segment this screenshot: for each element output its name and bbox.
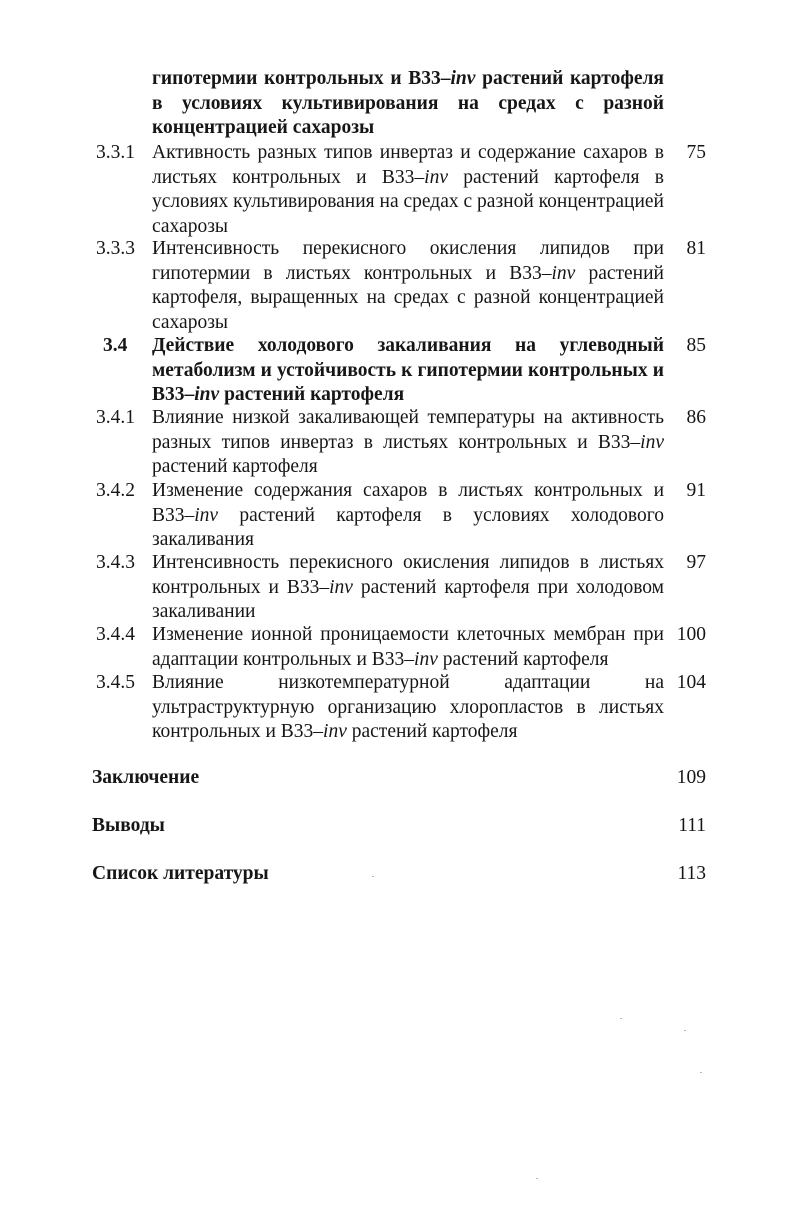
title-italic-inv: inv [414,648,438,670]
toc-entry-number: 3.3.1 [96,142,135,163]
toc-entry-number: 3.4.3 [96,552,135,573]
toc-entry-title [152,671,664,745]
scan-speck [700,1072,702,1073]
toc-entry-3-4-4[interactable] [0,623,798,672]
title-italic-inv: inv [323,721,347,742]
title-italic-inv: inv [424,166,448,188]
toc-entry-number: 3.3.3 [96,238,135,259]
scan-speck [536,1178,538,1179]
toc-entry-3-4-1[interactable] [0,406,798,480]
toc-entry-title [152,551,664,625]
title-text: Интенсивность перекисного окисления липидов в листьях контрольных и B33– [152,552,664,598]
toc-page-number: 81 [686,238,706,259]
toc-entry-3-3-3[interactable] [0,237,798,335]
title-text: растений картофеля в условиях культивирования на средах с разной концентрацией сахарозы [152,166,664,237]
toc-page-number: 75 [686,142,706,163]
toc-entry-references[interactable] [0,862,798,887]
toc-entry-3-4-5[interactable] [0,671,798,745]
title-text: Интенсивность перекисного окисления липидов при гипотермии в листьях контрольных и B33– [152,238,664,284]
title-text: растений картофеля [437,648,609,670]
toc-entry-number: 3.4.1 [96,407,135,428]
title-text: растений картофеля в условиях культивирования на средах с разной концентрацией сахарозы [152,68,664,138]
toc-entry-3-4-3[interactable] [0,551,798,625]
title-text: Изменение ионной проницаемости клеточных мембран при адаптации контрольных и B33– [152,624,664,670]
toc-entry-number: 3.4.5 [96,672,135,693]
toc-page-number: 85 [686,335,706,356]
toc-entry-title [152,406,664,480]
toc-entry-title: Список литературы [92,863,269,884]
toc-entry-findings[interactable] [0,814,798,839]
toc-entry-title [152,141,664,239]
scan-speck [372,876,374,877]
toc-entry-title: Заключение [92,767,200,788]
toc-entry-conclusion[interactable] [0,766,798,791]
toc-entry-title [152,237,664,335]
scan-speck [684,1030,686,1031]
title-text: растений картофеля, выращенных на средах с разной концентрацией сахарозы [152,262,664,333]
toc-entry-3-4[interactable] [0,334,798,408]
toc-entry-3-4-2[interactable] [0,479,798,553]
title-italic-inv: inv [551,262,576,284]
title-text: Активность разных типов инвертаз и содержание сахаров в листьях контрольных и B33– [152,142,664,188]
title-italic-inv: inv [329,576,353,598]
title-italic-inv: inv [640,431,664,453]
scan-speck [620,1018,622,1019]
toc-entry-number: 3.4.4 [96,624,135,645]
title-text: Влияние низкотемпературной адаптации на ультраструктурную организацию хлоропластов в листьях контрольных и B33– [152,672,664,742]
title-italic-inv: inv [194,384,220,405]
toc-page-number: 97 [686,552,706,573]
title-text: растений картофеля [152,456,318,477]
title-text: гипотермии контрольных и B33– [152,68,451,89]
toc-entry-title: Выводы [92,815,165,836]
toc-continued-title [0,67,798,141]
title-text: растений картофеля [219,384,405,405]
toc-entry-number: 3.4.2 [96,480,135,501]
title-text: растений картофеля при холодовом закаливании [152,576,664,622]
toc-page-number: 104 [676,672,706,693]
title-text: Действие холодового закаливания на углеводный метаболизм и устойчивость к гипотермии контрольных и B33– [152,335,664,405]
toc-entry-3-3-1[interactable] [0,141,798,239]
title-text: Изменение содержания сахаров в листьях контрольных и B33– [152,480,664,526]
toc-page-number: 100 [676,624,706,645]
toc-entry-title [152,67,664,141]
toc-page-number: 86 [686,407,706,428]
toc-page-number: 109 [676,767,706,788]
toc-entry-title [152,479,664,553]
toc-page-number: 113 [677,863,706,884]
toc-page-number: 91 [686,480,706,501]
title-italic-inv: inv [194,504,219,526]
toc-entry-number: 3.4 [103,335,128,356]
title-text: Влияние низкой закаливающей температуры на активность разных типов инвертаз в листьях контрольных и B33– [152,407,664,453]
toc-page-number: 111 [678,815,706,836]
title-text: растений картофеля [346,721,518,742]
title-italic-inv: inv [450,68,476,89]
toc-entry-title [152,623,664,672]
toc-entry-title [152,334,664,408]
title-text: растений картофеля в условиях холодового закаливания [152,504,664,550]
